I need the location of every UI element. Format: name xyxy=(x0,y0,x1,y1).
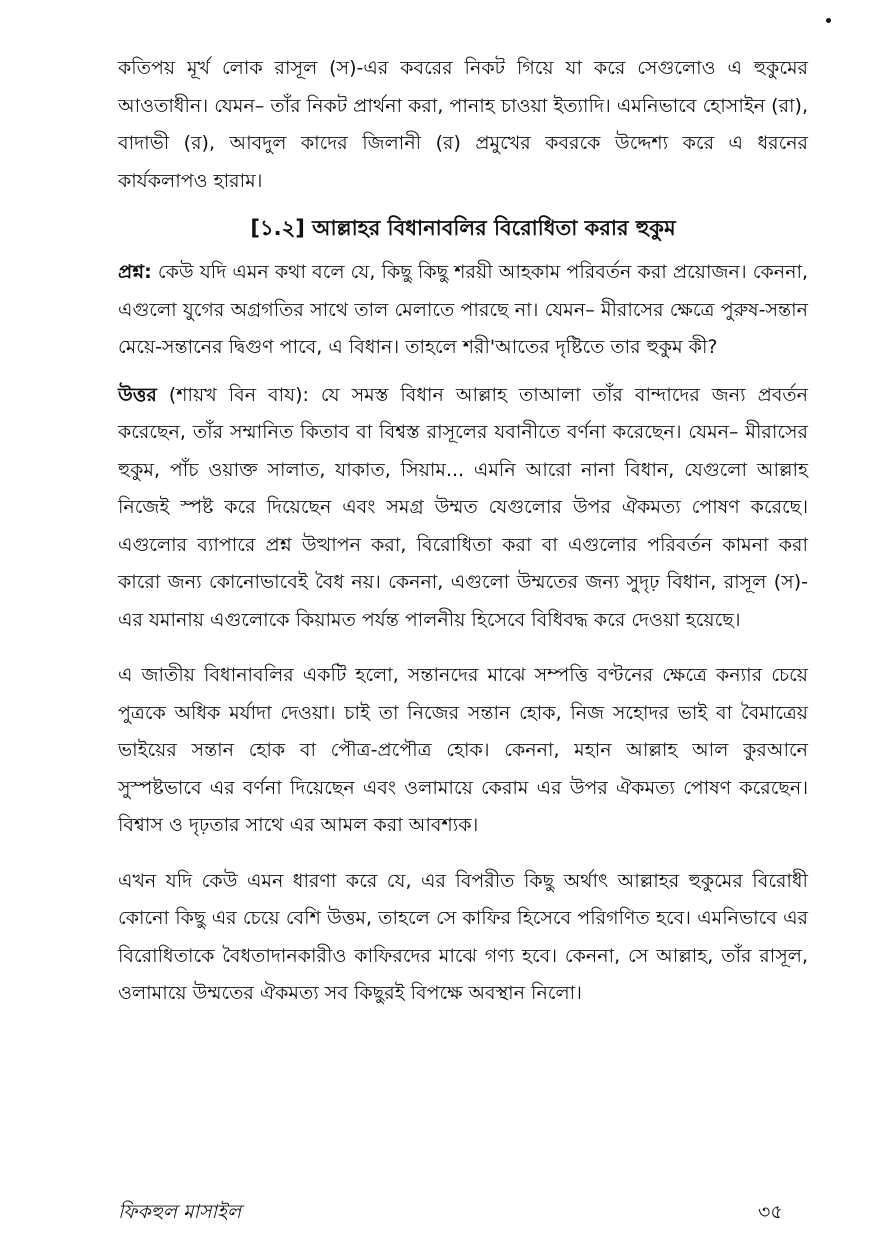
book-title: ফিকহুল মাসাইল xyxy=(118,1201,242,1223)
page-number: ৩৫ xyxy=(758,1201,783,1223)
answer-paragraph xyxy=(118,377,808,640)
answer-label: উত্তর xyxy=(118,383,157,406)
question-paragraph xyxy=(118,254,808,367)
intro-paragraph: কতিপয় মূর্খ লোক রাসূল (স)-এর কবরের নিকট গিয়ে যা করে সেগুলোও এ হুকুমের আওতাধীন। যেমন– তাঁর নিকট প্রার্থনা করা, পানাহ চাওয়া ইত্যাদি। এমনিভাবে হোসাইন (রা), বাদাভী (র), আবদুল কাদের জিলানী (র) প্রমুখের কবরকে উদ্দেশ্য করে এ ধরনের কার্যকলাপও হারাম। xyxy=(118,57,808,192)
answer-text: (শায়খ বিন বায): যে সমস্ত বিধান আল্লাহ তাআলা তাঁর বান্দাদের জন্য প্রবর্তন করেছেন, তাঁর সম্মানিত কিতাব বা বিশ্বস্ত রাসূলের যবানীতে বর্ণনা করেছেন। যেমন– মীরাসের হুকুম, পাঁচ ওয়াক্ত সালাত, যাকাত, সিয়াম... এমনি আরো নানা বিধান, যেগুলো আল্লাহ নিজেই স্পষ্ট করে দিয়েছেন এবং সমগ্র উম্মত যেগুলোর উপর ঐকমত্য পোষণ করেছে। এগুলোর ব্যাপারে প্রশ্ন উত্থাপন করা, বিরোধিতা করা বা এগুলোর পরিবর্তন কামনা করা কারো জন্য কোনোভাবেই বৈধ নয়। কেননা, এগুলো উম্মতের জন্য সুদৃঢ় বিধান, রাসূল (স)-এর যমানায় এগুলোকে কিয়ামত পর্যন্ত পালনীয় হিসেবে বিধিবদ্ধ করে দেওয়া হয়েছে। xyxy=(118,383,809,631)
scan-speck xyxy=(826,18,831,23)
question-label: প্রশ্ন: xyxy=(118,261,152,283)
section-heading: [১.২] আল্লাহর বিধানাবলির বিরোধিতা করার হুকুম xyxy=(250,216,676,240)
ruling-paragraph: এখন যদি কেউ এমন ধারণা করে যে, এর বিপরীত কিছু অর্থাৎ আল্লাহর হুকুমের বিরোধী কোনো কিছু এর চেয়ে বেশি উত্তম, তাহলে সে কাফির হিসেবে পরিগণিত হবে। এমনিভাবে এর বিরোধিতাকে বৈধতাদানকারীও কাফিরদের মাঝে গণ্য হবে। কেননা, সে আল্লাহ, তাঁর রাসূল, ওলামায়ে উম্মতের ঐকমত্য সব কিছুরই বিপক্ষে অবস্থান নিলো। xyxy=(118,869,808,1004)
question-text: কেউ যদি এমন কথা বলে যে, কিছু কিছু শরয়ী আহকাম পরিবর্তন করা প্রয়োজন। কেননা, এগুলো যুগের অগ্রগতির সাথে তাল মেলাতে পারছে না। যেমন– মীরাসের ক্ষেত্রে পুরুষ-সন্তান মেয়ে-সন্তানের দ্বিগুণ পাবে, এ বিধান। তাহলে শরী'আতের দৃষ্টিতে তার হুকুম কী? xyxy=(118,261,808,358)
page-body xyxy=(118,50,808,1023)
inheritance-paragraph: এ জাতীয় বিধানাবলির একটি হলো, সন্তানদের মাঝে সম্পত্তি বণ্টনের ক্ষেত্রে কন্যার চেয়ে পুত্রকে অধিক মর্যাদা দেওয়া। চাই তা নিজের সন্তান হোক, নিজ সহোদর ভাই বা বৈমাত্রেয় ভাইয়ের সন্তান হোক বা পৌত্র-প্রপৌত্র হোক। কেননা, মহান আল্লাহ আল কুরআনে সুস্পষ্টভাবে এর বর্ণনা দিয়েছেন এবং ওলামায়ে কেরাম এর উপর ঐকমত্য পোষণ করেছেন। বিশ্বাস ও দৃঢ়তার সাথে এর আমল করা আবশ্যক। xyxy=(118,664,808,836)
